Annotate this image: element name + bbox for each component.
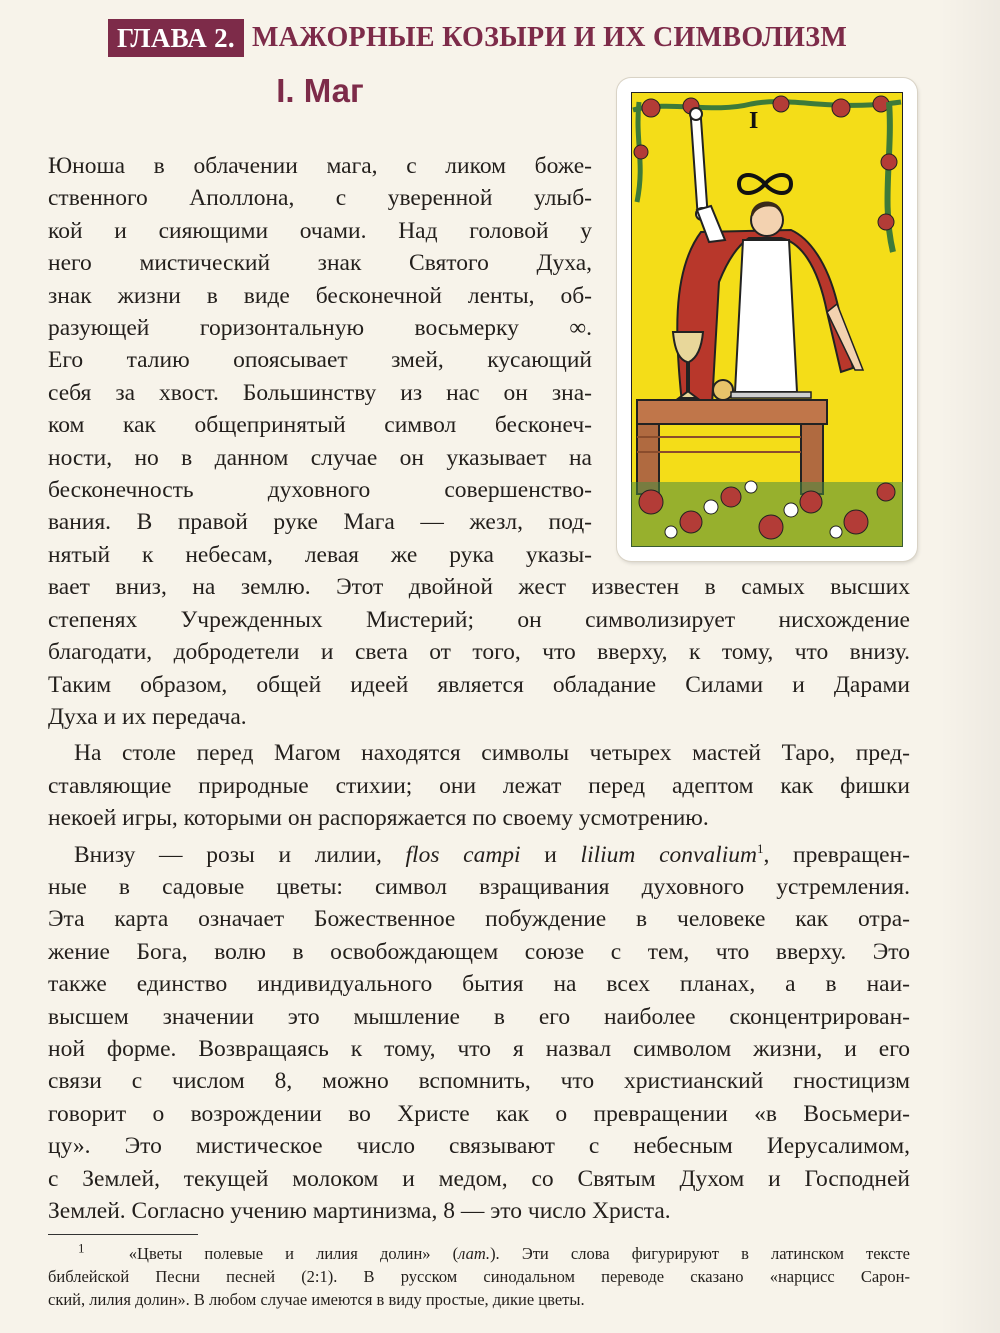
text-line: Эта карта означает Божественное побуждение в человеке как отра- xyxy=(48,906,910,933)
text-line: кой и сияющими очами. Над головой у xyxy=(48,217,592,244)
text-line: нятый к небесам, левая же рука указы- xyxy=(48,541,592,568)
text-line: вает вниз, на землю. Этот двойной жест известен в самых высших xyxy=(48,574,910,601)
paragraph-3 xyxy=(48,839,910,1228)
footnote-ref[interactable]: 1 xyxy=(756,840,764,856)
text-line: Духа и их передача. xyxy=(48,703,247,730)
footnote xyxy=(48,1242,910,1311)
text-line: себя за хвост. Большинству из нас он зна- xyxy=(48,379,592,406)
text-line: связи с числом 8, можно вспомнить, что христианский гностицизм xyxy=(48,1068,910,1095)
text-line: разующей горизонтальную восьмерку ∞. xyxy=(48,315,592,342)
footnote-divider xyxy=(48,1234,198,1235)
paragraph-2 xyxy=(48,737,910,834)
chapter-header xyxy=(108,18,847,58)
latin-flos-campi: flos campi xyxy=(405,841,521,868)
chapter-title: МАЖОРНЫЕ КОЗЫРИ И ИХ СИМВОЛИЗМ xyxy=(251,22,848,53)
footnote-text-b: ). Эти слова фигурируют в латинском тексте xyxy=(490,1244,911,1263)
text-line: ком как общепринятый символ бесконеч- xyxy=(48,412,592,439)
text-line: высшем значении это мышление в его наиболее сконцентрирован- xyxy=(48,1003,910,1030)
text-line: также единство индивидуального бытия на всех планах, а в наи- xyxy=(48,971,910,998)
footnote-line: ский, лилия долин». В любом случае имеются в виду простые, дикие цветы. xyxy=(48,1290,585,1309)
footnote-text-a: «Цветы полевые и лилия долин» ( xyxy=(128,1244,459,1263)
text-line: него мистический знак Святого Духа, xyxy=(48,250,592,277)
section-title: I. Маг xyxy=(276,72,364,109)
text-line: благодати, добродетели и света от того, что вверху, к тому, что внизу. xyxy=(48,639,910,666)
text-line: Юноша в облачении мага, с ликом боже- xyxy=(48,153,592,179)
text-line: ности, но в данном случае он указывает на xyxy=(48,444,592,471)
text-line: Таким образом, общей идеей является обладание Силами и Дарами xyxy=(48,671,910,698)
text-line: жение Бога, волю в освобождающем союзе с тем, что вверху. Это xyxy=(48,938,910,965)
text-line: вания. В правой руке Мага — жезл, под- xyxy=(48,509,592,536)
text-line: На столе перед Магом находятся символы четырех мастей Таро, пред- xyxy=(74,740,910,767)
text-line: Землей. Согласно учению мартинизма, 8 — это число Христа. xyxy=(48,1198,671,1224)
text-line xyxy=(48,839,910,871)
text-line: ной форме. Возвращаясь к тому, что я назвал символом жизни, и его xyxy=(48,1035,910,1062)
text-line: с Землей, текущей молоком и медом, со Святым Духом и Господней xyxy=(48,1165,910,1192)
footnote-marker: 1 xyxy=(78,1240,85,1256)
paragraph-1 xyxy=(48,150,910,733)
chapter-label: ГЛАВА 2. xyxy=(108,19,244,57)
text-line: говорит о возрождении во Христе как о превращении «в Восьмери- xyxy=(48,1100,910,1127)
text-line: цу». Это мистическое число связывают с небесным Иерусалимом, xyxy=(48,1133,910,1160)
text-line: знак жизни в виде бесконечной ленты, об- xyxy=(48,282,592,309)
footnote-line: библейской Песни песней (2:1). В русском синодальном переводе сказано «нарцисс Сарон- xyxy=(48,1267,910,1286)
footnote-lat: лат. xyxy=(458,1244,491,1263)
text-line: ственного Аполлона, с уверенной улыб- xyxy=(48,185,592,212)
text-line: ставляющие природные стихии; они лежат перед адептом как фишки xyxy=(48,772,910,799)
text-line: некоей игры, которыми он распоряжается по своему усмотрению. xyxy=(48,805,709,832)
text-line: степенях Учрежденных Мистерий; он символизирует нисхождение xyxy=(48,606,910,633)
latin-lilium-convalium: lilium convalium xyxy=(580,841,757,868)
body-text xyxy=(48,150,910,1227)
footnote-line xyxy=(48,1242,910,1265)
p3-and: и xyxy=(544,841,557,868)
page-edge-shadow xyxy=(940,0,1000,1333)
text-line: бесконечность духовного совершенство- xyxy=(48,477,592,504)
p3-end-first: , превращен- xyxy=(763,841,910,868)
p3-start: Внизу — розы и лилии, xyxy=(74,841,382,868)
text-line: Его талию опоясывает змей, кусающий xyxy=(48,347,592,374)
card-numeral: I xyxy=(749,108,759,134)
text-line: ные в садовые цветы: символ взращивания духовного устремления. xyxy=(48,873,910,900)
